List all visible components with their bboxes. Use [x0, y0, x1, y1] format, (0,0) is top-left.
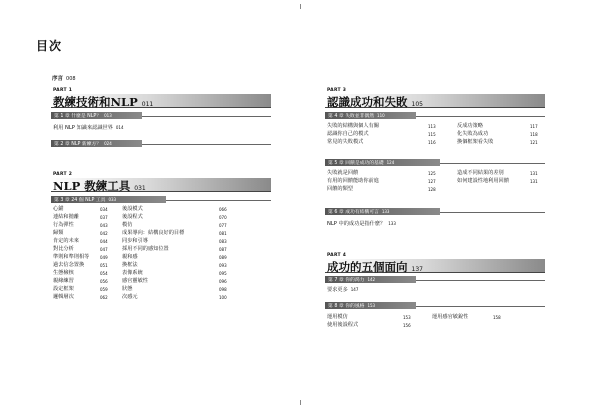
- entry-page: 081: [219, 231, 227, 236]
- tool-entry-page: [100, 254, 108, 262]
- chapter5-title: 回饋是成功的基礎: [345, 161, 384, 166]
- chapter4-entry-page: [428, 123, 436, 131]
- entry-page: 083: [219, 239, 227, 244]
- page-title: 目次: [36, 39, 63, 53]
- entry-page: 127: [428, 179, 436, 184]
- preface-page: 008: [66, 76, 76, 82]
- tool-entry: [53, 286, 74, 293]
- entry-text: 親和感: [122, 254, 138, 260]
- chapter7-rule: [416, 280, 545, 281]
- entry-text: 過去信念置換: [53, 262, 85, 268]
- chapter8-label: 第 8 章: [328, 304, 344, 309]
- chapter3-header: [51, 196, 166, 203]
- entry-text: 常見的失敗模式: [327, 139, 364, 145]
- chapter5-header: [325, 159, 440, 166]
- tool-entry-page: [219, 286, 227, 294]
- chapter5-entry-page: [530, 170, 538, 178]
- chapter4-entry: [457, 131, 488, 138]
- chapter4-entry: [327, 131, 369, 138]
- tool-entry-page: [219, 294, 227, 302]
- chapter5-entry-page: [428, 178, 436, 186]
- tool-entry: [122, 270, 143, 277]
- chapter5-entry-page: [428, 170, 436, 178]
- tool-entry-page: [100, 238, 108, 246]
- tool-entry: [122, 222, 132, 229]
- crop-mark: [300, 400, 301, 405]
- tool-entry: [122, 238, 148, 245]
- tool-entry: [122, 294, 138, 301]
- part1-header: [51, 94, 271, 108]
- chapter6-header: [325, 208, 440, 215]
- entry-text: 造成不同結果的差別: [457, 170, 504, 176]
- chapter4-rule: [416, 116, 545, 117]
- entry-text: 換框法: [122, 262, 138, 268]
- chapter4-page: 110: [377, 113, 385, 118]
- entry-page: 117: [530, 124, 538, 129]
- entry-text: 肯定的未來: [53, 238, 79, 244]
- part1-page: 011: [141, 101, 154, 108]
- chapter7-label: 第 7 章: [328, 278, 344, 283]
- chapter2-header: [51, 140, 142, 147]
- entry-text: 有用的回饋能助你前進: [327, 178, 379, 184]
- entry-page: 100: [219, 295, 227, 300]
- entry-page: 096: [219, 279, 227, 284]
- part3-page: 105: [411, 101, 423, 108]
- entry-page: 098: [219, 287, 227, 292]
- chapter5-entry: [327, 186, 353, 193]
- tool-entry: [53, 238, 79, 245]
- entry-text: 運用感官敏銳性: [432, 314, 469, 320]
- entry-text: 要求更多: [327, 287, 348, 293]
- chapter7-entry: [327, 286, 358, 294]
- tool-entry-page: [219, 270, 227, 278]
- entry-text: 後設程式: [122, 214, 143, 220]
- tool-entry-page: [100, 246, 108, 254]
- chapter2-rule: [142, 144, 271, 145]
- entry-text: 生態檢核: [53, 270, 74, 276]
- tool-entry: [53, 206, 63, 213]
- entry-page: 133: [388, 221, 396, 226]
- tool-entry: [53, 278, 74, 285]
- entry-text: 如何建設性地利用回饋: [457, 178, 509, 184]
- entry-page: 156: [403, 323, 411, 328]
- entry-text: 認識你自己的模式: [327, 131, 369, 137]
- chapter4-label: 第 4 章: [328, 114, 344, 119]
- part1-block: [51, 88, 271, 108]
- entry-text: 行為彈性: [53, 222, 74, 228]
- tool-entry-page: [100, 206, 108, 214]
- chapter2-page: 024: [104, 141, 112, 146]
- entry-page: 131: [530, 171, 538, 176]
- entry-text: 親緣練習: [53, 278, 74, 284]
- chapter4-entry: [457, 139, 493, 146]
- entry-text: 感官靈敏性: [122, 278, 148, 284]
- chapter5-page: 124: [386, 160, 395, 165]
- tool-entry: [53, 214, 79, 221]
- chapter2-title: NLP 新練方？: [71, 142, 102, 147]
- tool-entry-page: [100, 294, 108, 302]
- entry-page: 118: [530, 132, 538, 137]
- chapter7-header: [325, 276, 416, 283]
- part2-header: [51, 178, 271, 192]
- chapter3-page: 033: [108, 197, 117, 202]
- tool-entry: [53, 246, 74, 253]
- chapter3-label: 第 3 章: [54, 198, 70, 203]
- chapter8-entry: [432, 314, 468, 321]
- entry-page: 043: [100, 223, 108, 228]
- entry-page: 131: [530, 179, 538, 184]
- chapter8-entry: [327, 314, 348, 321]
- part1-label: PART 1: [53, 88, 73, 93]
- entry-page: 059: [100, 287, 108, 292]
- tool-entry: [122, 278, 148, 285]
- entry-page: 153: [403, 315, 411, 320]
- part3-label: PART 3: [327, 88, 347, 93]
- chapter5-entry: [327, 170, 358, 177]
- chapter4-entry-page: [428, 131, 436, 139]
- entry-text: 邏輯層次: [53, 294, 74, 300]
- part4-label: PART 4: [327, 253, 347, 258]
- crop-mark: [300, 4, 301, 9]
- entry-text: 使用後設程式: [327, 322, 359, 328]
- tool-entry-page: [219, 262, 227, 270]
- tool-entry: [122, 230, 184, 237]
- entry-page: 049: [100, 255, 108, 260]
- entry-page: 116: [428, 140, 436, 145]
- chapter6-page: 133: [381, 209, 390, 214]
- entry-page: 128: [428, 187, 436, 192]
- part4-title: 成功的五個面向: [327, 260, 408, 274]
- chapter8-entry-page: [403, 322, 411, 330]
- tool-entry: [122, 206, 143, 213]
- chapter7-page: 142: [367, 277, 376, 282]
- tool-entry-page: [100, 214, 108, 222]
- part4-header: [325, 259, 545, 273]
- entry-text: 運用模仿: [327, 314, 348, 320]
- chapter7-title: 你的渴力: [345, 278, 365, 283]
- tool-entry-page: [100, 230, 108, 238]
- tool-entry-page: [100, 278, 108, 286]
- entry-text: 同步和引導: [122, 238, 148, 244]
- entry-page: 115: [428, 132, 436, 137]
- part4-page: 137: [411, 266, 423, 273]
- chapter5-entry: [457, 178, 509, 185]
- chapter1-rule: [142, 116, 271, 117]
- tool-entry: [53, 262, 84, 269]
- chapter4-entry: [327, 139, 363, 146]
- entry-page: 095: [219, 271, 227, 276]
- part1-title: 教練技術和NLP: [53, 95, 138, 109]
- chapter3-title: 24 個 NLP 工具: [71, 198, 106, 203]
- tool-entry: [122, 254, 138, 261]
- part3-title: 認識成功和失敗: [327, 95, 408, 109]
- entry-text: 對比分析: [53, 246, 74, 252]
- entry-text: 後設模式: [122, 206, 143, 212]
- tool-entry: [53, 222, 74, 229]
- chapter6-rule: [440, 212, 545, 213]
- tool-entry-page: [219, 230, 227, 238]
- tool-entry-page: [100, 286, 108, 294]
- entry-page: 056: [100, 279, 108, 284]
- chapter4-entry: [457, 123, 483, 130]
- chapter4-entry-page: [530, 123, 538, 131]
- chapter5-entry-page: [530, 178, 538, 186]
- tool-entry-page: [219, 214, 227, 222]
- chapter6-entry: [327, 220, 396, 228]
- part3-block: [325, 88, 545, 108]
- entry-page: 077: [219, 223, 227, 228]
- chapter8-entry: [327, 322, 358, 329]
- preface-label: 序言: [52, 76, 64, 82]
- entry-page: 087: [219, 247, 227, 252]
- entry-page: 037: [100, 215, 108, 220]
- entry-page: 089: [219, 255, 227, 260]
- tool-entry-page: [100, 270, 108, 278]
- entry-page: 062: [100, 295, 108, 300]
- entry-page: 125: [428, 171, 436, 176]
- chapter1-entry: [53, 124, 124, 132]
- chapter8-title: 你的風格: [345, 304, 365, 309]
- tool-entry: [122, 246, 169, 253]
- entry-text: 失敗的結構與個人有關: [327, 123, 379, 129]
- chapter4-entry-page: [530, 139, 538, 147]
- entry-text: 次感元: [122, 294, 138, 300]
- entry-page: 113: [428, 124, 436, 129]
- chapter4-entry: [327, 123, 379, 130]
- entry-page: 034: [100, 207, 108, 212]
- chapter4-header: [325, 112, 416, 119]
- tool-entry: [122, 286, 132, 293]
- entry-page: 054: [100, 271, 108, 276]
- entry-page: 014: [115, 125, 124, 130]
- entry-text: 模仿: [122, 222, 133, 228]
- part2-title: NLP 教練工具: [53, 179, 131, 193]
- tool-entry: [53, 294, 74, 301]
- chapter6-title: 成功有結構可言: [345, 210, 379, 215]
- chapter6-label: 第 6 章: [328, 210, 344, 215]
- part4-block: [325, 253, 545, 273]
- part2-block: [51, 172, 271, 192]
- entry-page: 093: [219, 263, 227, 268]
- chapter8-entry-page: [403, 314, 411, 322]
- chapter1-label: 第 1 章: [54, 114, 70, 119]
- chapter5-entry-page: [428, 186, 436, 194]
- entry-page: 044: [100, 239, 108, 244]
- tool-entry-page: [219, 238, 227, 246]
- chapter5-entry: [457, 170, 504, 177]
- entry-page: 121: [530, 140, 538, 145]
- tool-entry-page: [219, 206, 227, 214]
- entry-text: 連結和拋離: [53, 214, 79, 220]
- entry-text: 狀態: [122, 286, 133, 292]
- entry-text: 化失敗為成功: [457, 131, 489, 137]
- entry-text: 成果導向：結構良好的目標: [122, 230, 185, 236]
- tool-entry: [53, 230, 63, 237]
- tool-entry: [122, 214, 143, 221]
- entry-text: 設定框架: [53, 286, 74, 292]
- entry-page: 070: [219, 215, 227, 220]
- chapter8-header: [325, 302, 416, 309]
- chapter3-rule: [166, 200, 271, 201]
- chapter5-entry: [327, 178, 379, 185]
- entry-page: 042: [100, 231, 108, 236]
- chapter8-entry-page: [493, 314, 501, 322]
- chapter8-page: 153: [367, 303, 376, 308]
- chapter1-title: 什麼是 NLP？: [71, 114, 102, 119]
- entry-text: NLP 中的成功是指什麼？: [327, 221, 386, 227]
- chapter4-entry-page: [428, 139, 436, 147]
- chapter2-label: 第 2 章: [54, 142, 70, 147]
- tool-entry-page: [219, 254, 227, 262]
- entry-text: 採用不同的感知位置: [122, 246, 169, 252]
- tool-entry-page: [219, 246, 227, 254]
- entry-text: 表像系統: [122, 270, 143, 276]
- chapter4-entry-page: [530, 131, 538, 139]
- entry-text: 回饋的類型: [327, 186, 353, 192]
- tool-entry: [53, 270, 74, 277]
- tool-entry-page: [100, 262, 108, 270]
- entry-text: 準則和準則相等: [53, 254, 90, 260]
- entry-text: 心錨: [53, 206, 64, 212]
- preface-line: [52, 74, 76, 82]
- chapter8-rule: [416, 306, 545, 307]
- part3-header: [325, 94, 545, 108]
- entry-page: 047: [100, 247, 108, 252]
- chapter5-rule: [440, 163, 545, 164]
- tool-entry: [122, 262, 138, 269]
- entry-page: 158: [493, 315, 501, 320]
- entry-page: 066: [219, 207, 227, 212]
- entry-text: 歸類: [53, 230, 64, 236]
- entry-page: 051: [100, 263, 108, 268]
- entry-text: 換個框架看失敗: [457, 139, 494, 145]
- chapter1-page: 013: [104, 113, 112, 118]
- entry-page: 147: [350, 287, 359, 292]
- chapter4-title: 失敗並非偶然: [345, 114, 375, 119]
- entry-text: 利用 NLP 知識來認識世界: [53, 125, 113, 131]
- tool-entry-page: [100, 222, 108, 230]
- entry-text: 反成功策略: [457, 123, 483, 129]
- part2-page: 031: [134, 185, 146, 192]
- chapter5-label: 第 5 章: [328, 161, 344, 166]
- part2-label: PART 2: [53, 172, 73, 177]
- tool-entry-page: [219, 278, 227, 286]
- entry-text: 失敗就是回饋: [327, 170, 359, 176]
- tool-entry-page: [219, 222, 227, 230]
- chapter1-header: [51, 112, 142, 119]
- tool-entry: [53, 254, 89, 261]
